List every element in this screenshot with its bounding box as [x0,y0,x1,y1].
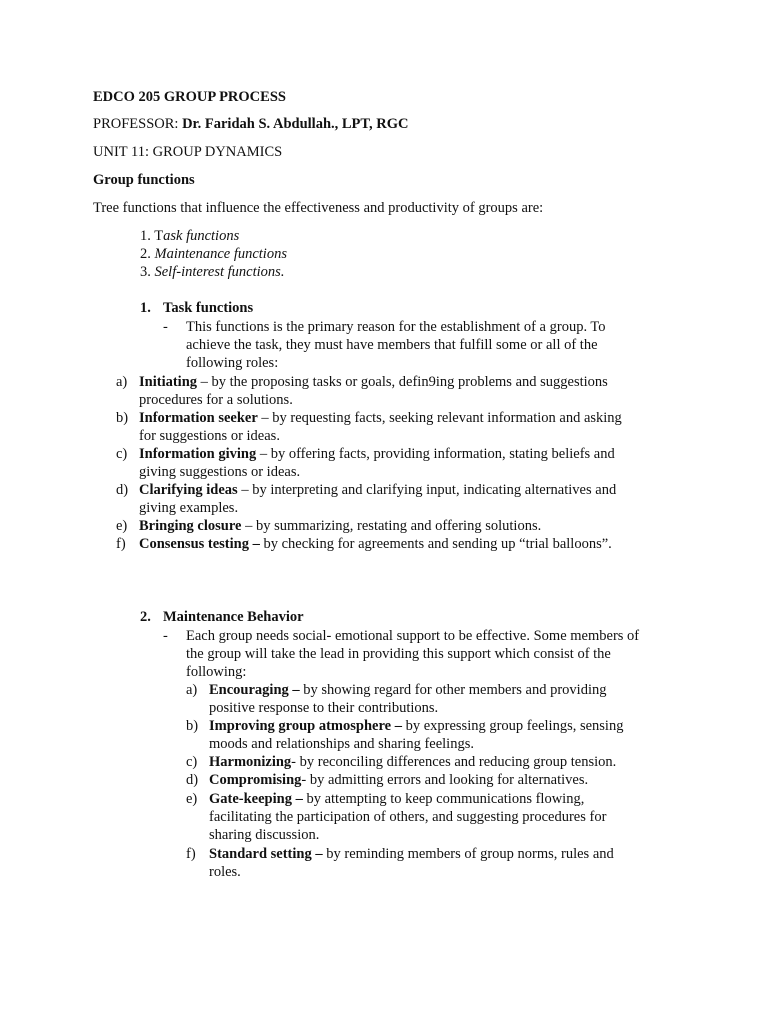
maintenance-item-cont: positive response to their contributions. [209,700,439,716]
professor-line: PROFESSOR: Dr. Faridah S. Abdullah., LPT, RGC [93,116,409,132]
maintenance-section-title: Maintenance Behavior [163,609,304,625]
maintenance-item-gate-keeping: Gate-keeping – by attempting to keep communications flowing, [209,791,585,807]
maintenance-desc-line: the group will take the lead in providing this support which consist of the [186,646,611,662]
task-section-number: 1. [140,300,151,316]
maintenance-item-cont: moods and relationships and sharing feelings. [209,736,474,752]
maintenance-item-compromising: Compromising- by admitting errors and looking for alternatives. [209,772,589,788]
maintenance-item-cont: sharing discussion. [209,827,320,843]
task-desc-line: following roles: [186,355,279,371]
task-item-initiating: Initiating – by the proposing tasks or goals, defin9ing problems and suggestions [139,374,608,390]
task-item-clarifying-ideas: Clarifying ideas – by interpreting and clarifying input, indicating alternatives and [139,482,617,498]
maintenance-item-letter: c) [186,754,198,770]
task-dash: - [163,319,168,335]
task-item-cont: for suggestions or ideas. [139,428,280,444]
maintenance-desc-line: following: [186,664,247,680]
maintenance-item-letter: d) [186,772,199,788]
task-item-cont: giving suggestions or ideas. [139,464,301,480]
maintenance-section-number: 2. [140,609,151,625]
maintenance-item-cont: facilitating the participation of others, and suggesting procedures for [209,809,607,825]
maintenance-item-encouraging: Encouraging – by showing regard for other members and providing [209,682,607,698]
task-desc-line: achieve the task, they must have members that fulfill some or all of the [186,337,598,353]
task-item-letter: b) [116,410,129,426]
maintenance-desc-line: Each group needs social- emotional support to be effective. Some members of [186,628,640,644]
maintenance-item-letter: b) [186,718,199,734]
unit-title: UNIT 11: GROUP DYNAMICS [93,144,283,160]
task-item-information-seeker: Information seeker – by requesting facts, seeking relevant information and asking [139,410,622,426]
task-item-information-giving: Information giving – by offering facts, providing information, stating beliefs and [139,446,615,462]
maintenance-item-improving-atmosphere: Improving group atmosphere – by expressing group feelings, sensing [209,718,624,734]
task-item-letter: e) [116,518,128,534]
task-item-letter: f) [116,536,126,552]
maintenance-item-standard-setting: Standard setting – by reminding members of group norms, rules and [209,846,614,862]
summary-item-2: 2. Maintenance functions [140,246,287,262]
maintenance-item-letter: e) [186,791,198,807]
section-title: Group functions [93,172,195,188]
course-title: EDCO 205 GROUP PROCESS [93,89,286,105]
summary-item-3: 3. Self-interest functions. [140,264,285,280]
task-item-cont: procedures for a solutions. [139,392,293,408]
task-item-letter: a) [116,374,128,390]
maintenance-item-harmonizing: Harmonizing- by reconciling differences and reducing group tension. [209,754,617,770]
task-desc-line: This functions is the primary reason for the establishment of a group. To [186,319,606,335]
intro-paragraph: Tree functions that influence the effectiveness and productivity of groups are: [93,200,544,216]
maintenance-item-letter: a) [186,682,198,698]
task-item-cont: giving examples. [139,500,239,516]
task-item-consensus-testing: Consensus testing – by checking for agreements and sending up “trial balloons”. [139,536,612,552]
task-section-title: Task functions [163,300,254,316]
task-item-letter: d) [116,482,129,498]
maintenance-item-letter: f) [186,846,196,862]
task-item-bringing-closure: Bringing closure – by summarizing, restating and offering solutions. [139,518,542,534]
task-item-letter: c) [116,446,128,462]
summary-item-1: 1. Task functions [140,228,240,244]
maintenance-dash: - [163,628,168,644]
maintenance-item-cont: roles. [209,864,241,880]
